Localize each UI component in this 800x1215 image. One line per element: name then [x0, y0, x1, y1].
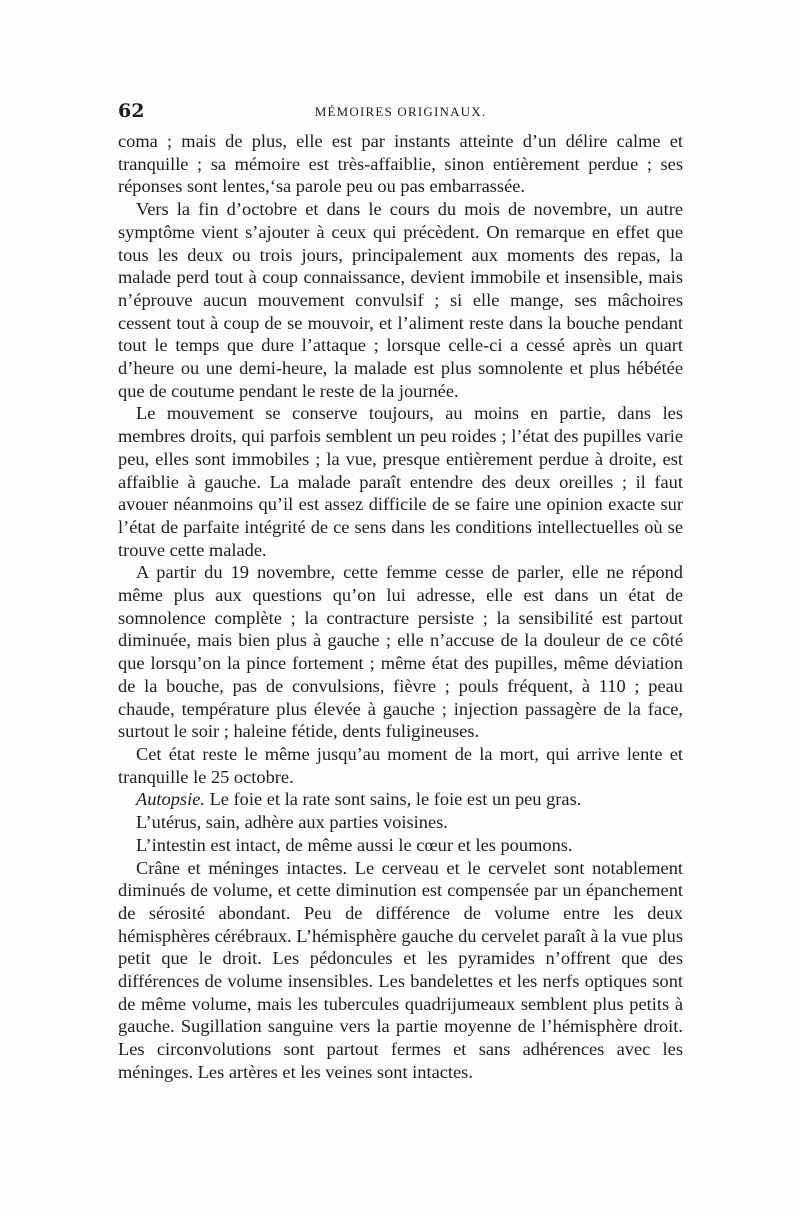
paragraph-autopsie — [118, 788, 683, 811]
page-header — [118, 100, 683, 124]
paragraph-uterus: L’utérus, sain, adhère aux parties voisines. — [136, 812, 448, 833]
paragraph-october-november: Vers la fin d’octobre et dans le cours du mois de novembre, un autre symptôme vient s’ajouter à ceux qui précèdent. On remarque en effet que tous les deux ou trois jours, principalement aux moments des repas, la malade perd tout à coup connaissance, devient immobile et insensible, mais n’éprouve aucun mouvement convulsif ; si elle mange, ses mâchoires cessent tout à coup de se mouvoir, et l’aliment reste dans la bouche pendant tout le temps que dure l’attaque ; lorsque celle-ci a cessé après un quart d’heure ou une demi-heure, la malade est plus somnolente et plus hébétée que de coutume pendant le reste de la journée. — [118, 199, 683, 401]
paragraph-19-novembre: A partir du 19 novembre, cette femme cesse de parler, elle ne répond même plus aux questions qu’on lui adresse, elle est dans un état de somnolence complète ; la contracture persiste ; la sensibilité est partout diminuée, mais bien plus à gauche ; elle n’accuse de la douleur de ce côté que lorsqu’on la pince fortement ; même état des pupilles, même déviation de la bouche, pas de convulsions, fièvre ; pouls fréquent, à 110 ; peau chaude, température plus élevée à gauche ; injection passagère de la face, surtout le soir ; haleine fétide, dents fuligineuses. — [118, 562, 683, 742]
paragraph-coma-continuation: coma ; mais de plus, elle est par instants atteinte d’un délire calme et tranquille ; sa mémoire est très-affaiblie, sinon entièrement perdue ; ses réponses sont lentes,‘sa parole peu ou pas embarrassée. — [118, 131, 683, 197]
paragraph-intestin: L’intestin est intact, de même aussi le cœur et les poumons. — [136, 834, 573, 855]
body-text — [118, 130, 683, 1084]
autopsie-text: Le foie et la rate sont sains, le foie est un peu gras. — [204, 789, 582, 810]
page-number: 62 — [118, 100, 145, 122]
paragraph-mouvement: Le mouvement se conserve toujours, au moins en partie, dans les membres droits, qui parfois semblent un peu roides ; l’état des pupilles varie peu, elles sont immobiles ; la vue, presque entièrement perdue à droite, est affaiblie à gauche. La malade paraît entendre des deux oreilles ; il faut avouer néanmoins qu’il est assez difficile de se faire une opinion exacte sur l’état de parfaite intégrité de ce sens dans les conditions intellectuelles où se trouve cette malade. — [118, 403, 683, 560]
paragraph-crane: Crâne et méninges intactes. Le cerveau et le cervelet sont notablement diminués de volume, et cette diminution est compensée par un épanchement de sérosité abondant. Peu de différence de volume entre les deux hémisphères cérébraux. L’hémisphère gauche du cervelet paraît à la vue plus petit que le droit. Les pédoncules et les pyramides n’offrent que des différences de volume insensibles. Les bandelettes et les nerfs optiques sont de même volume, mais les tubercules quadrijumeaux semblent plus petits à gauche. Sugillation sanguine vers la partie moyenne de l’hémisphère droit. Les circonvolutions sont partout fermes et sans adhérences avec les méninges. Les artères et les veines sont intactes. — [118, 857, 683, 1082]
running-title: MÉMOIRES ORIGINAUX. — [314, 104, 487, 119]
paragraph-etat-mort: Cet état reste le même jusqu’au moment de la mort, qui arrive lente et tranquille le 25 octobre. — [118, 743, 683, 787]
autopsie-label: Autopsie. — [136, 789, 205, 810]
